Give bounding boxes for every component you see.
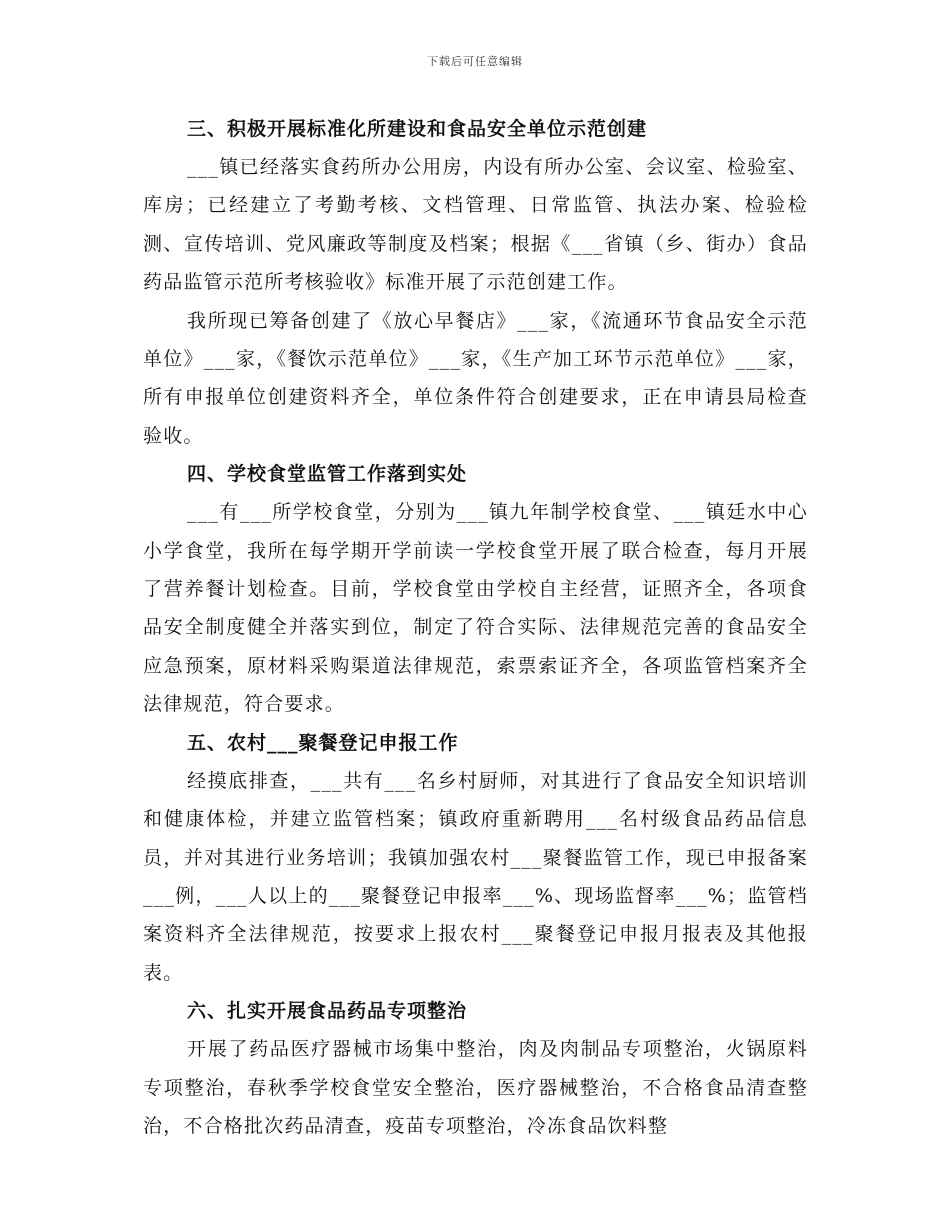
section-6-paragraph-1: 开展了药品医疗器械市场集中整治，肉及肉制品专项整治，火锅原料专项整治，春秋季学校食堂安全整治，医疗器械整治，不合格食品清查整治，不合格批次药品清查，疫苗专项整治，冷冻食品饮料整 [143, 1038, 808, 1137]
page-header: 下载后可任意编辑 [427, 55, 523, 68]
section-3-paragraph-1: ___镇已经落实食药所办公用房，内设有所办公室、会议室、检验室、库房；已经建立了考勤考核、文档管理、日常监管、执法办案、检验检测、宣传培训、党风廉政等制度及档案；根据《___省镇（乡、街办）食品药品监管示范所考核验收》标准开展了示范创建工作。 [143, 156, 808, 294]
section-4-paragraph-1: ___有___所学校食堂，分别为___镇九年制学校食堂、___镇廷水中心小学食堂，我所在每学期开学前读一学校食堂开展了联合检查，每月开展了营养餐计划检查。目前，学校食堂由学校自主经营，证照齐全，各项食品安全制度健全并落实到位，制定了符合实际、法律规范完善的食品安全应急预案，原材料采购渠道法律规范，索票索证齐全，各项监管档案齐全法律规范，符合要求。 [143, 501, 808, 716]
section-5-paragraph-1: 经摸底排查，___共有___名乡村厨师，对其进行了食品安全知识培训和健康体检，并建立监管档案；镇政府重新聘用___名村级食品药品信息员，并对其进行业务培训；我镇加强农村___聚餐监管工作，现已申报备案___例，___人以上的___聚餐登记申报率___%、现场监督率___%；监管档案资料齐全法律规范，按要求上报农村___聚餐登记申报月报表及其他报表。 [143, 769, 808, 984]
section-heading-4: 四、学校食堂监管工作落到实处 [187, 463, 468, 486]
document-body [143, 110, 808, 1145]
section-heading-5: 五、农村___聚餐登记申报工作 [187, 731, 459, 754]
section-heading-3: 三、积极开展标准化所建设和食品安全单位示范创建 [187, 118, 648, 140]
section-heading-6: 六、扎实开展食品药品专项整治 [187, 1000, 468, 1023]
section-3-paragraph-2: 我所现已筹备创建了《放心早餐店》___家，《流通环节食品安全示范单位》___家，《餐饮示范单位》___家，《生产加工环节示范单位》___家，所有申报单位创建资料齐全，单位条件符合创建要求，正在申请县局检查验收。 [143, 309, 808, 447]
